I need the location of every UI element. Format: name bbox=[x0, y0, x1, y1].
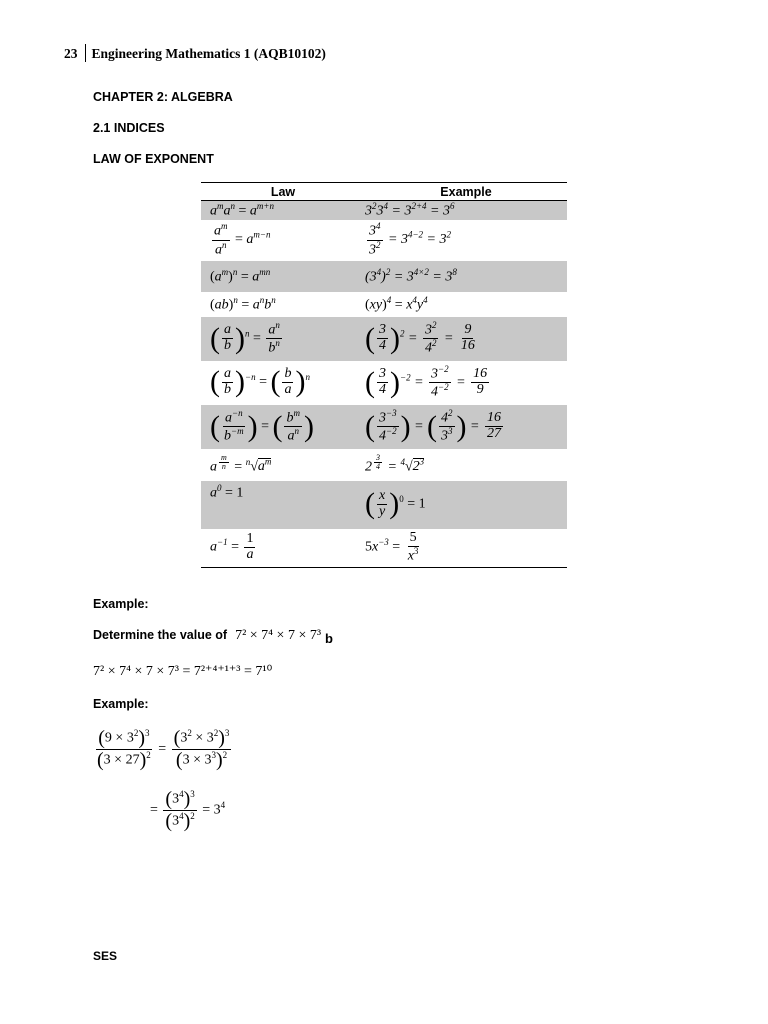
law-power-of-product: $(ab)^n = a^nb^n$ bbox=[210, 294, 276, 313]
footer-text: SES bbox=[93, 949, 118, 963]
example-quotient: $\frac{3^4}{3^2}$ = $3^{4-2} = 3^2$ bbox=[369, 221, 451, 258]
example-power-of-power: $(3^4)^2 = 3^{4\times 2} = 3^8$ bbox=[365, 261, 567, 292]
example-zero-exponent: ( $\frac{x}{y}$ )$^0$ = 1 bbox=[365, 481, 567, 529]
law-negative-exponents-swap: ( $\frac{a^{-n}}{b^{-m}}$ ) = ( $\frac{b^m}{a^n}$ ) bbox=[201, 405, 365, 449]
page-header bbox=[64, 44, 326, 62]
section-title: 2.1 INDICES bbox=[93, 121, 165, 135]
header-divider bbox=[85, 44, 86, 62]
table-title: LAW OF EXPONENT bbox=[93, 152, 214, 166]
example-power-of-product: $(xy)^4 = x^4y^4$ bbox=[365, 294, 428, 313]
example-1-solution: 7² × 7⁴ × 7 × 7³ = 7²⁺⁴⁺¹⁺³ = 7¹⁰ bbox=[93, 664, 273, 679]
law-zero-exponent: $a^0 = 1$ bbox=[201, 481, 365, 529]
example-product: $3^23^4 = 3^{2+4} = 3^6$ bbox=[365, 201, 567, 220]
table-row bbox=[201, 481, 567, 529]
example-1-heading: Example: bbox=[93, 597, 149, 611]
example-negative-one-exponent: $5x^{-3}$ = $\frac{5}{x^3}$ bbox=[365, 529, 567, 568]
document-title: Engineering Mathematics 1 (AQB10102) bbox=[91, 46, 326, 61]
example-fractional-exponent: 2 $^{\frac{3}{4}}$ = $^4√2^3$ bbox=[365, 452, 425, 475]
example-2-step-1: $\frac{(9 \times 3^2)^3}{(3 \times 27)^2}$ = $\frac{(3^2 \times 3^2)^3}{(3 \times 3^3)^2}$ bbox=[97, 727, 230, 771]
table-row bbox=[201, 292, 567, 317]
law-negative-one-exponent: $a^{-1}$ = $\frac{1}{a}$ bbox=[201, 529, 365, 568]
table-row bbox=[201, 449, 567, 481]
law-negative-exponent-fraction: ( $\frac{a}{b}$ )$^{-n}$ = ( $\frac{b}{a}$ )$^n$ bbox=[210, 365, 310, 399]
example-1-trailing: b bbox=[325, 631, 333, 646]
example-1-question bbox=[93, 626, 333, 646]
table-row bbox=[201, 201, 567, 220]
law-product: $a^ma^n = a^{m+n}$ bbox=[201, 201, 365, 220]
chapter-title: CHAPTER 2: ALGEBRA bbox=[93, 90, 233, 104]
page-number: 23 bbox=[64, 46, 78, 61]
example-1-prompt: Determine the value of bbox=[93, 628, 228, 642]
table-row bbox=[201, 220, 567, 261]
example-negative-exponents-swap: ( $\frac{3^{-3}}{4^{-2}}$ ) = ( $\frac{4^2}{3^3}$ ) = $\frac{16}{27}$ bbox=[365, 405, 567, 449]
law-quotient: $\frac{a^m}{a^n}$ = $a^{m-n}$ bbox=[214, 221, 271, 258]
law-power-of-quotient: ( $\frac{a}{b}$ )$^n$ = $\frac{a^n}{b^n}$ bbox=[201, 317, 365, 361]
example-negative-exponent-fraction: ( $\frac{3}{4}$ )$^{-2}$ = $\frac{3^{-2}}{4^{-2}}$ = $\frac{16}{9}$ bbox=[365, 363, 488, 400]
table-row bbox=[201, 261, 567, 292]
example-power-of-quotient: ( $\frac{3}{4}$ )$^2$ = $\frac{3^2}{4^2}$ = $\frac{9}{16}$ bbox=[365, 317, 567, 361]
table-row bbox=[201, 361, 567, 405]
table-row bbox=[201, 405, 567, 449]
example-1-expression: 7² × 7⁴ × 7 × 7³ bbox=[235, 628, 322, 643]
law-column-header: Law bbox=[201, 183, 365, 201]
example-2-heading: Example: bbox=[93, 697, 149, 711]
law-power-of-power: $(a^m)^n = a^{mn}$ bbox=[201, 261, 365, 292]
example-column-header: Example bbox=[365, 183, 567, 201]
example-2-step-2: = $\frac{(3^4)^3}{(3^4)^2}$ = $3^4$ bbox=[150, 788, 226, 832]
law-of-exponent-table bbox=[201, 182, 567, 568]
table-row bbox=[201, 529, 567, 568]
law-fractional-exponent: a $^{\frac{m}{n}}$ = $^n√a^m$ bbox=[210, 452, 272, 475]
table-row bbox=[201, 317, 567, 361]
